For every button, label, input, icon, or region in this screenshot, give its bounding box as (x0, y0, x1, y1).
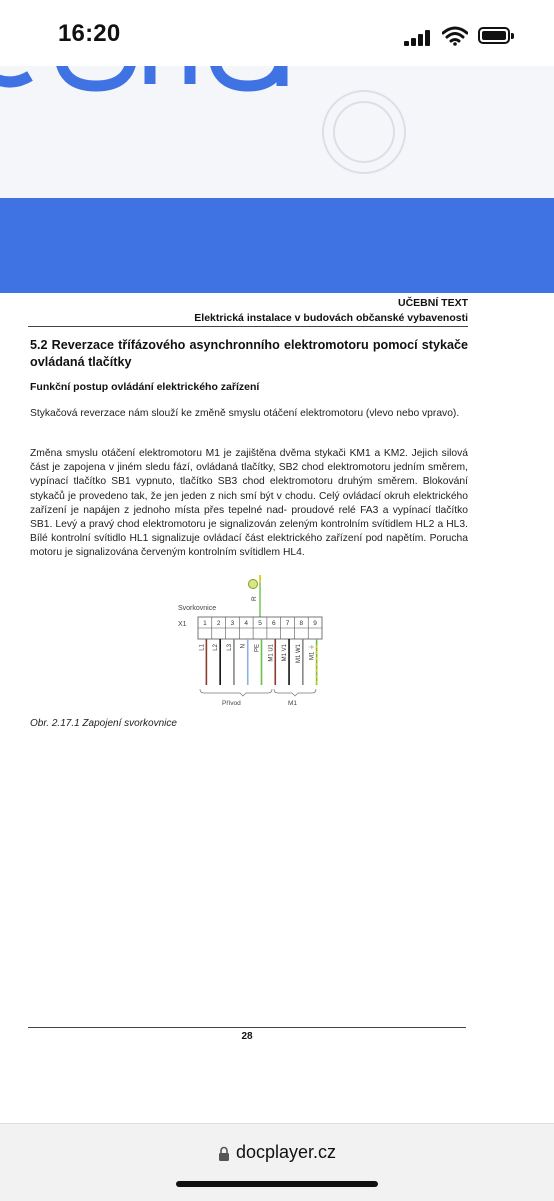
document-page (0, 293, 554, 1123)
top-label: R (251, 596, 258, 601)
site-banner[interactable] (0, 66, 554, 198)
wire-label: M1 V1 (282, 644, 289, 662)
terminal-number: 1 (203, 620, 207, 627)
doc-header-label: UČEBNÍ TEXT (397, 297, 468, 309)
banner-blue-strip[interactable] (0, 198, 554, 293)
terminal-number: 3 (230, 620, 235, 627)
wire-label: M1 W1 (295, 644, 302, 664)
group-left-label: Přívod (222, 700, 241, 707)
doc-header-subtitle: Elektrická instalace v budovách občanské vybavenosti (194, 312, 468, 324)
section-title: 5.2 Reverzace třífázového asynchronního elektromotoru pomocí stykače ovládaná tlačítky (30, 338, 468, 369)
strip-label: X1 (178, 621, 187, 628)
terminal-number: 5 (258, 620, 262, 627)
group-right-label: M1 (288, 700, 298, 707)
status-bar (0, 0, 554, 66)
diagram-title: Svorkovnice (178, 605, 217, 612)
browser-address-bar[interactable] (0, 1123, 554, 1201)
wire-label: L2 (213, 644, 220, 651)
terminal-number: 8 (299, 620, 304, 627)
cellular-signal-icon (404, 30, 432, 46)
terminal-number: 4 (244, 620, 249, 627)
terminal-number: 9 (313, 620, 317, 627)
banner-logo-graphic (0, 66, 554, 198)
url-display[interactable] (0, 1142, 554, 1163)
terminal-number: 2 (216, 620, 221, 627)
paragraph-1: Stykačová reverzace nám slouží ke změně smyslu otáčení elektromotoru (vlevo nebo vpravo). (30, 408, 460, 419)
footer-divider (28, 1027, 466, 1028)
lamp-icon (249, 580, 258, 589)
wifi-icon (442, 26, 468, 46)
terminal-number: 7 (285, 620, 290, 627)
wire-label: N (240, 644, 247, 649)
figure-caption: Obr. 2.17.1 Zapojení svorkovnice (30, 718, 177, 729)
battery-icon (478, 27, 510, 44)
header-divider (28, 326, 468, 327)
wire-label: M1 U1 (268, 644, 275, 662)
lock-icon (218, 1146, 230, 1161)
url-text: docplayer.cz (235, 1142, 337, 1162)
wire-label: M1 ⏚ (309, 644, 316, 661)
wire-label: L1 (199, 644, 206, 651)
terminal-block-diagram (170, 575, 340, 715)
page-number: 28 (241, 1031, 253, 1042)
status-time: 16:20 (58, 20, 121, 47)
home-indicator[interactable] (176, 1181, 378, 1187)
paragraph-2: Změna smyslu otáčení elektromotoru M1 je zajištěna dvěma stykači KM1 a KM2. Jejich silová část je zapojena v jiném sledu fází, ovládaná tlačítky, SB2 chod elektromotoru jedním směrem, vypínací tlačítko SB1 vypnuto, tlačítko SB3 chod elektromotoru druhým směrem. Blokování stykačů je provedeno tak, že jen jeden z nich smí být v chodu. Celý ovládací okruh elektrického zařízení je napájen z jednoho místa přes tepelné nad- proudové relé FA3 a vypínací tlačítko SB1. Levý a pravý chod elektromotoru je signalizován zeleným kontrolním svítidlem HL2 a HL3. Bílé kontrolní svítidlo HL1 signalizuje ovládací část elektrického zařízení pod napětím. Porucha motoru je signalizována červeným kontrolním svítidlem HL4. (30, 448, 468, 559)
terminal-number: 6 (271, 620, 276, 627)
wire-label: L3 (226, 644, 233, 651)
subheading: Funkční postup ovládání elektrického zařízení (30, 381, 260, 393)
wire-label: PE (254, 644, 261, 653)
